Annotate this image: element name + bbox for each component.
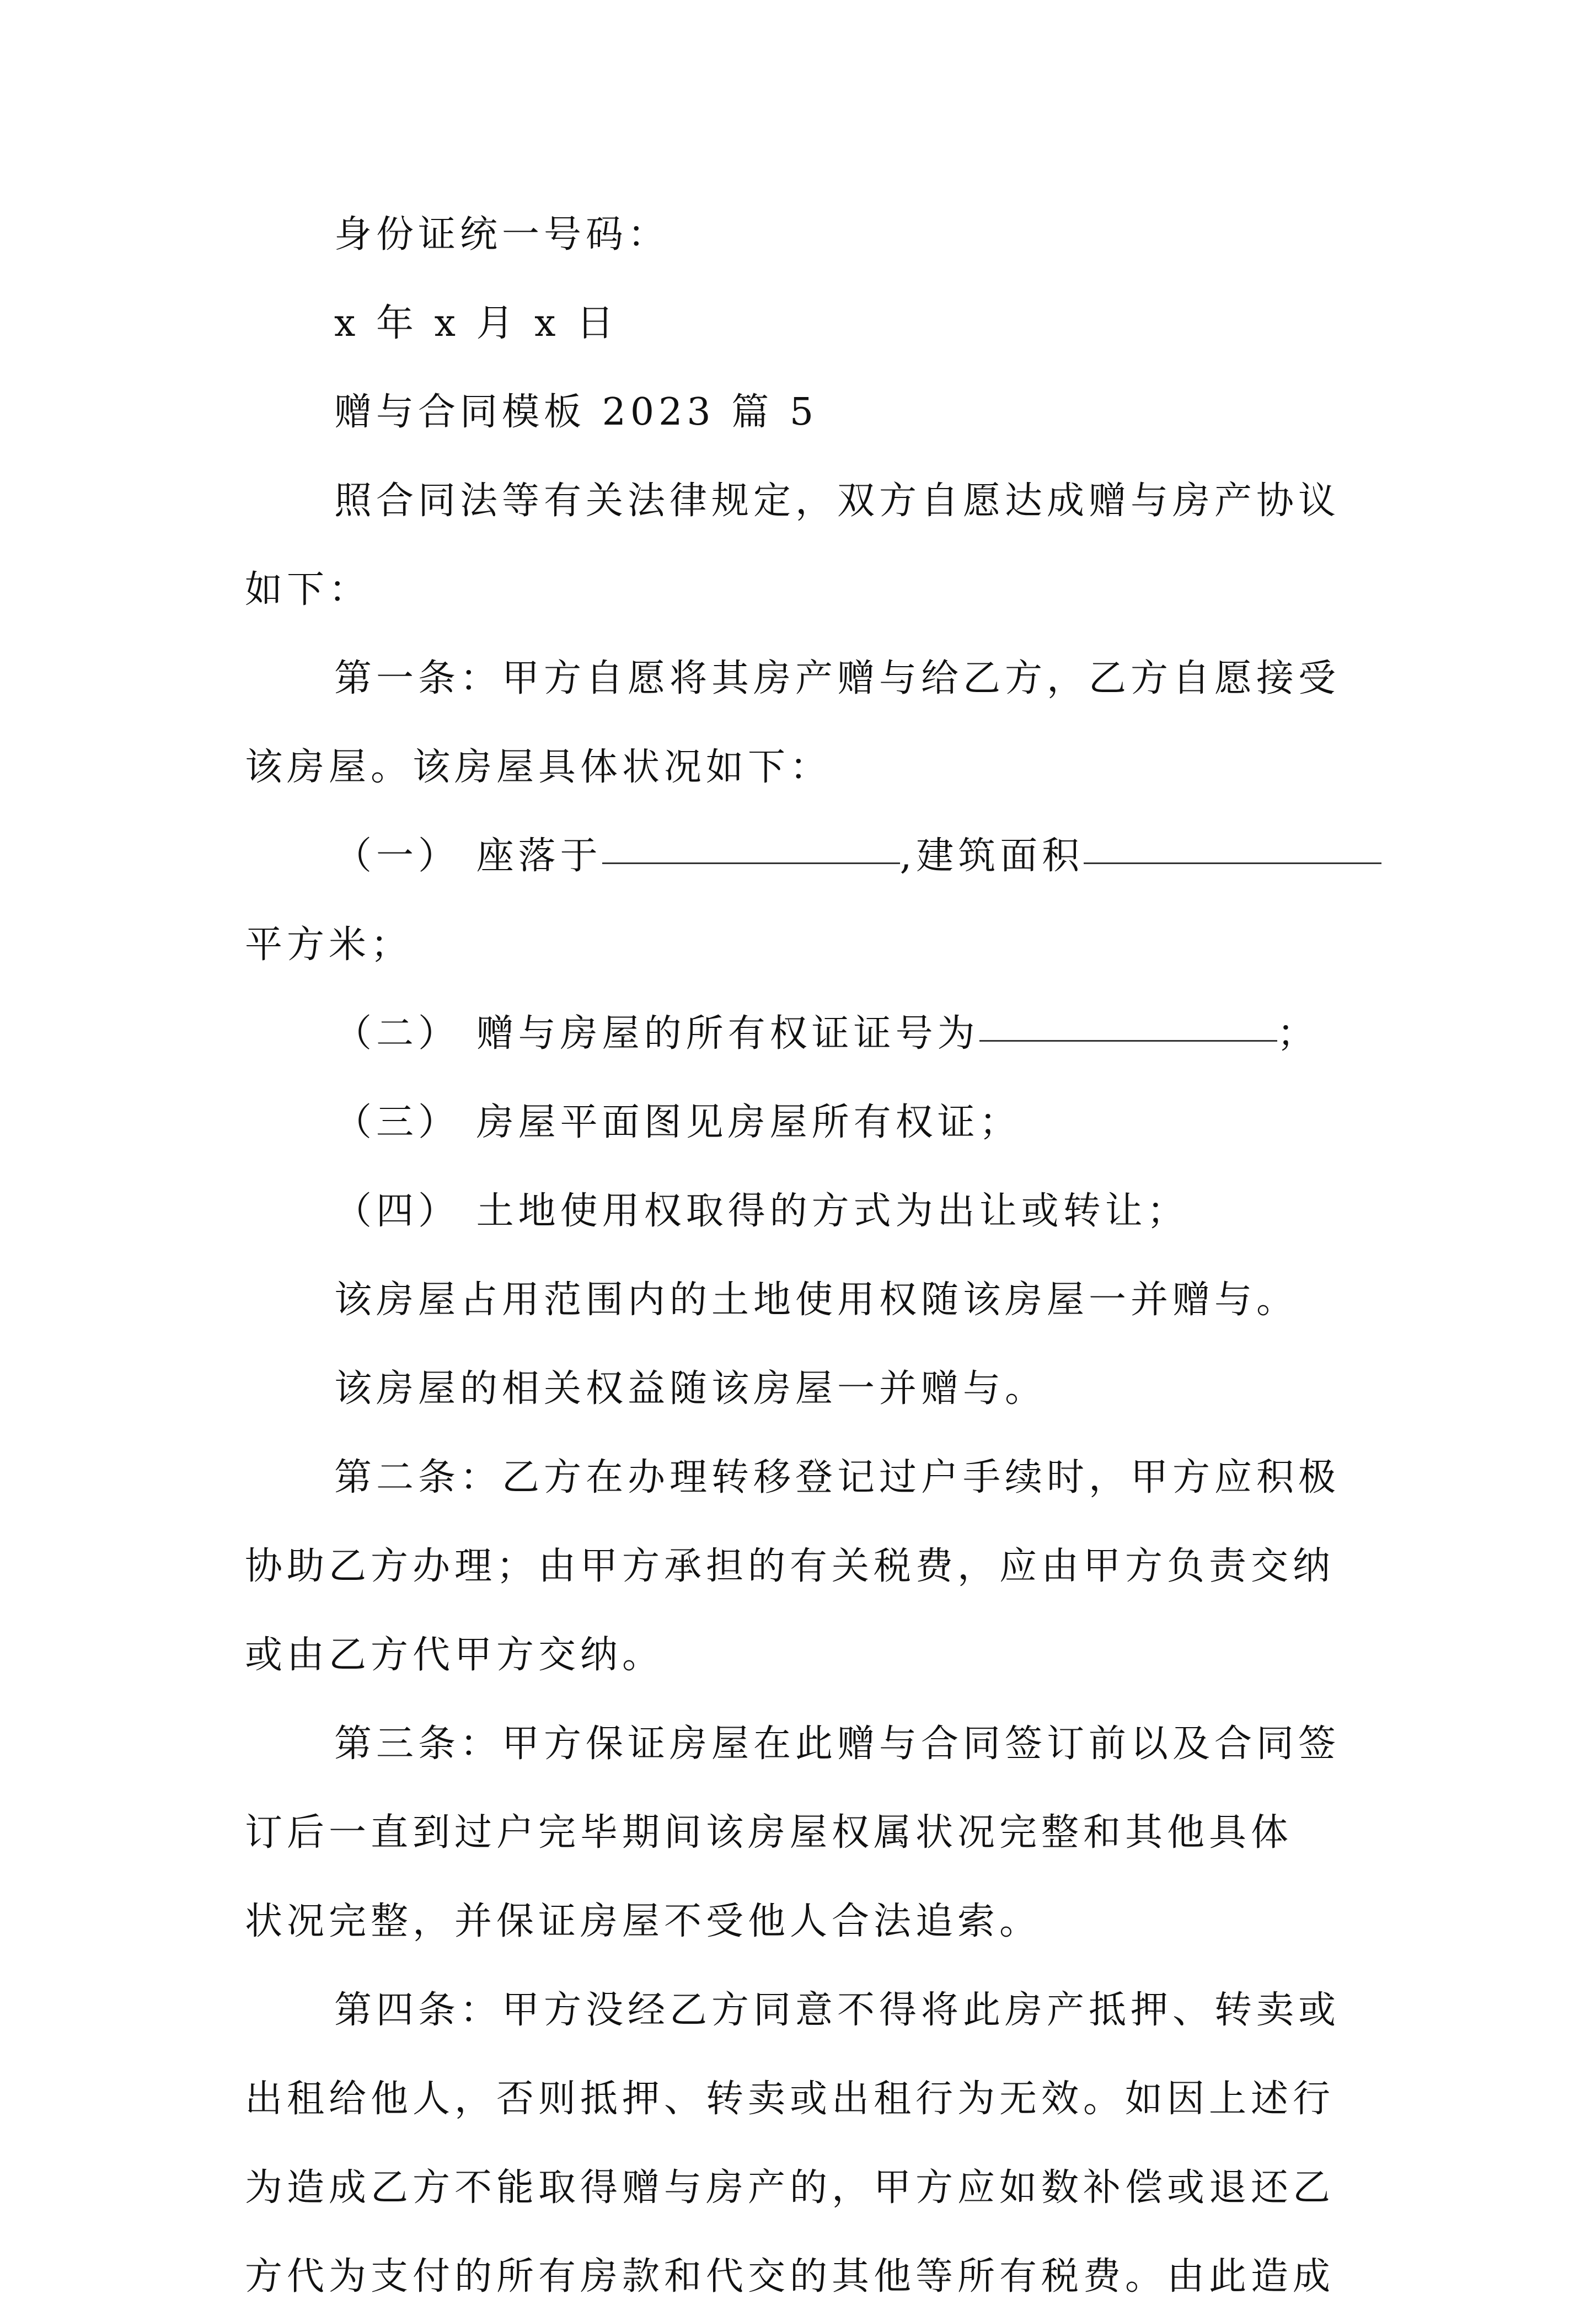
article-3-line-3: 状况完整，并保证房屋不受他人合法追索。 (245, 1900, 1042, 1943)
location-blank (602, 812, 900, 864)
item-2-line (245, 989, 1359, 1078)
article-3-line-1: 第三条：甲方保证房屋在此赠与合同签订前以及合同签 (334, 1722, 1341, 1766)
item-2-prefix: （二） 赠与房屋的所有权证证号为 (334, 1012, 979, 1055)
certificate-number-blank (979, 989, 1277, 1042)
article-4-line-4: 方代为支付的所有房款和代交的其他等所有税费。由此造成 (245, 2255, 1335, 2298)
article-1-line-1: 第一条：甲方自愿将其房产赠与给乙方，乙方自愿接受 (334, 657, 1341, 700)
document-body (245, 190, 1359, 2321)
rights-paragraph: 该房屋的相关权益随该房屋一并赠与。 (334, 1367, 1047, 1411)
intro-line-2: 如下： (245, 568, 371, 612)
item-1-middle: ,建筑面积 (899, 834, 1084, 878)
article-2-line-1: 第二条：乙方在办理转移登记过户手续时，甲方应积极 (334, 1456, 1341, 1499)
date-line: x 年 x 月 x 日 (334, 302, 619, 345)
item-1-line-2: 平方米； (245, 923, 413, 967)
id-number-label: 身份证统一号码： (334, 213, 670, 256)
article-1-line-2: 该房屋。该房屋具体状况如下： (245, 746, 832, 789)
item-2-suffix: ； (1277, 1012, 1319, 1055)
article-2-line-3: 或由乙方代甲方交纳。 (245, 1633, 665, 1677)
item-1-line-1 (245, 812, 1359, 900)
article-4-line-3: 为造成乙方不能取得赠与房产的，甲方应如数补偿或退还乙 (245, 2166, 1335, 2210)
intro-line-1: 照合同法等有关法律规定，双方自愿达成赠与房产协议 (334, 479, 1341, 523)
document-heading: 赠与合同模板 2023 篇 5 (334, 390, 818, 434)
article-2-line-2: 协助乙方办理；由甲方承担的有关税费，应由甲方负责交纳 (245, 1545, 1335, 1588)
item-3-line: （三） 房屋平面图见房屋所有权证； (334, 1101, 1021, 1144)
land-use-paragraph: 该房屋占用范围内的土地使用权随该房屋一并赠与。 (334, 1278, 1299, 1322)
area-blank (1084, 812, 1381, 864)
item-1-prefix: （一） 座落于 (334, 834, 602, 878)
article-4-line-2: 出租给他人，否则抵押、转卖或出租行为无效。如因上述行 (245, 2077, 1335, 2121)
item-4-line: （四） 土地使用权取得的方式为出让或转让； (334, 1189, 1189, 1233)
article-3-line-2: 订后一直到过户完毕期间该房屋权属状况完整和其他具体 (245, 1811, 1293, 1854)
article-4-line-1: 第四条：甲方没经乙方同意不得将此房产抵押、转卖或 (334, 1988, 1341, 2032)
